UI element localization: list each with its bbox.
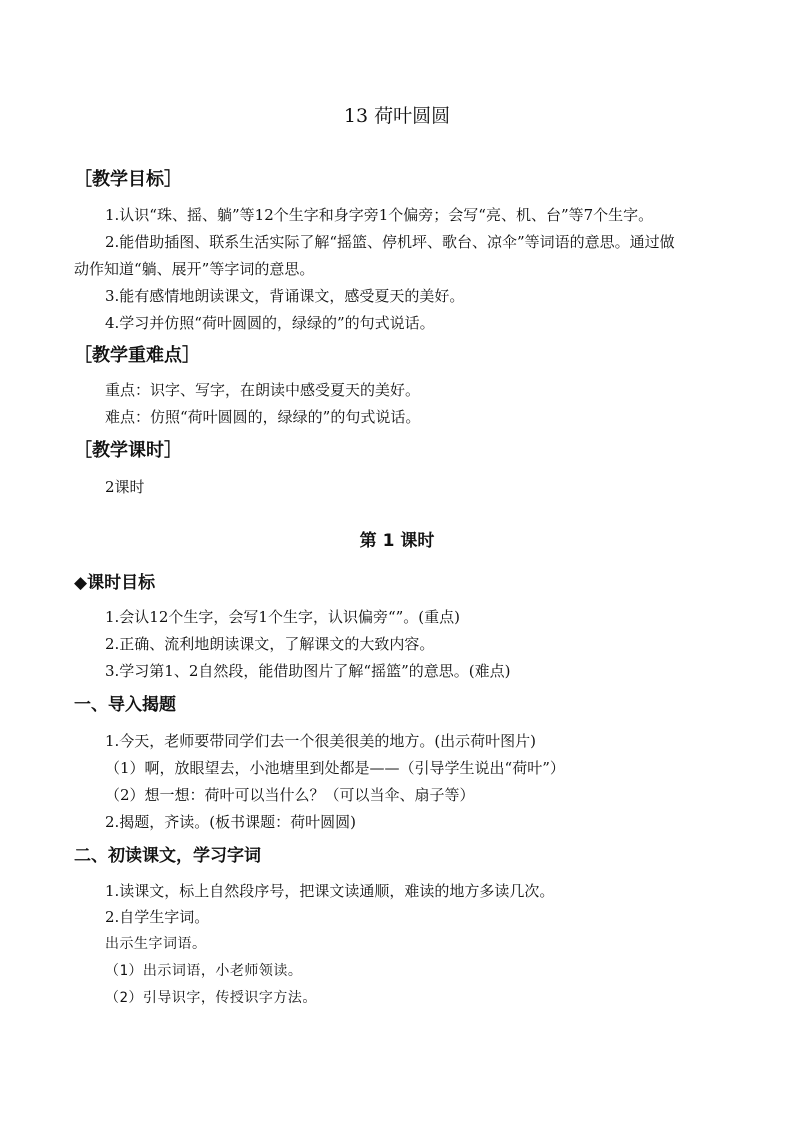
part-one-item: 2.揭题，齐读。(板书课题：荷叶圆圆) [105, 813, 357, 831]
lesson-goal-item: 3.学习第1、2自然段，能借助图片了解“摇篮”的意思。(难点) [105, 662, 511, 680]
part-one-item: 1.今天，老师要带同学们去一个很美很美的地方。(出示荷叶图片) [105, 732, 537, 750]
key-point-item: 重点：识字、写字，在朗读中感受夏天的美好。 [105, 381, 421, 399]
key-point-item: 难点：仿照“荷叶圆圆的，绿绿的”的句式说话。 [105, 408, 421, 426]
teaching-goal-item-continued: 动作知道“躺、展开”等字词的意思。 [74, 260, 315, 278]
part-one-item: （1）啊，放眼望去，小池塘里到处都是——（引导学生说出“荷叶”） [105, 759, 565, 777]
teaching-goal-item: 4.学习并仿照“荷叶圆圆的，绿绿的”的句式说话。 [105, 314, 435, 332]
part-two-note: （2）引导识字，传授识字方法。 [105, 990, 317, 1006]
part-one-heading: 一、导入揭题 [74, 695, 176, 715]
periods-value: 2课时 [105, 478, 145, 496]
part-two-note: 出示生字词语。 [105, 936, 207, 952]
part-one-item: （2）想一想：荷叶可以当什么？（可以当伞、扇子等） [105, 786, 475, 804]
part-two-note: （1）出示词语，小老师领读。 [105, 963, 303, 979]
lesson-title: 第 1 课时 [359, 531, 435, 551]
document-title: 13 荷叶圆圆 [343, 105, 451, 127]
teaching-goal-item: 1.认识“珠、摇、躺”等12个生字和身字旁1个偏旁；会写“亮、机、台”等7个生字。 [105, 206, 654, 224]
part-two-item: 2.自学生字词。 [105, 908, 210, 926]
key-points-heading: ［教学重难点］ [74, 345, 200, 366]
part-two-item: 1.读课文，标上自然段序号，把课文读通顺，难读的地方多读几次。 [105, 882, 555, 900]
part-two-heading: 二、初读课文，学习字词 [74, 846, 261, 866]
periods-heading: ［教学课时］ [74, 440, 182, 461]
lesson-goals-heading: ◆课时目标 [74, 573, 156, 593]
lesson-goal-item: 2.正确、流利地朗读课文，了解课文的大致内容。 [105, 635, 435, 653]
lesson-goal-item: 1.会认12个生字，会写1个生字，认识偏旁“”。(重点) [105, 608, 460, 626]
teaching-goal-item: 2.能借助插图、联系生活实际了解“摇篮、停机坪、歌台、凉伞”等词语的意思。通过做 [105, 233, 675, 251]
teaching-goals-heading: ［教学目标］ [74, 169, 182, 190]
teaching-goal-item: 3.能有感情地朗读课文，背诵课文，感受夏天的美好。 [105, 287, 465, 305]
